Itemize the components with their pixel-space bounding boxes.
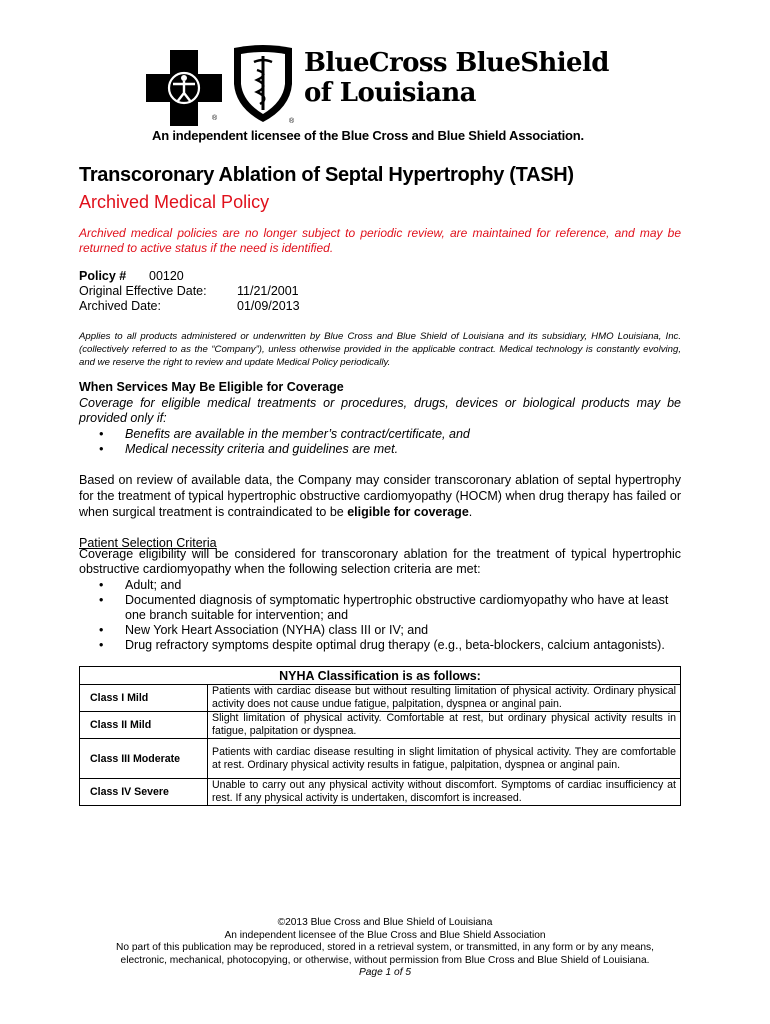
table-row — [80, 712, 681, 739]
list-item-text: Adult; and — [125, 578, 182, 592]
coverage-intro: Coverage for eligible medical treatments or procedures, drugs, devices or biological products may be provided only if: — [79, 396, 681, 425]
table-row — [80, 779, 681, 806]
coverage-review-bold: eligible for coverage — [347, 505, 469, 519]
coverage-review-paragraph — [79, 472, 681, 520]
footer-rights-line2: electronic, mechanical, photocopying, or otherwise, without permission from Blue Cross and Blue Shield of Louisiana. — [120, 954, 650, 966]
brand-name-line2: of Louisiana — [304, 78, 476, 108]
policy-number-label: Policy # — [79, 269, 127, 283]
table-cell-class: Class II Mild — [80, 712, 208, 739]
archived-date-label: Archived Date: — [79, 299, 161, 313]
registered-mark: ® — [289, 118, 295, 125]
blue-cross-logo-icon — [146, 50, 222, 126]
blue-shield-logo-icon — [230, 44, 296, 124]
table-row — [80, 739, 681, 779]
footer-copyright: ©2013 Blue Cross and Blue Shield of Louisiana — [277, 917, 493, 928]
coverage-heading: When Services May Be Eligible for Coverage — [79, 380, 344, 394]
archived-date-value: 01/09/2013 — [237, 299, 300, 313]
registered-mark: ® — [212, 115, 218, 122]
table-row — [80, 685, 681, 712]
table-cell-class: Class IV Severe — [80, 779, 208, 806]
list-item — [99, 578, 681, 593]
bullet-icon: • — [99, 623, 104, 637]
brand-name — [304, 48, 609, 108]
bullet-icon: • — [99, 578, 104, 592]
list-item-text: Medical necessity criteria and guidelines are met. — [125, 442, 399, 456]
list-item-text: Benefits are available in the member’s contract/certificate, and — [125, 427, 470, 441]
page-number: Page 1 of 5 — [358, 967, 412, 978]
page-footer — [79, 917, 691, 980]
bullet-icon: • — [99, 442, 104, 456]
table-cell-description: Unable to carry out any physical activity without discomfort. Symptoms of cardiac insufficiency at rest. If any physical activity is undertaken, discomfort is increased. — [208, 779, 681, 806]
list-item-text: Drug refractory symptoms despite optimal drug therapy (e.g., beta-blockers, calcium antagonists). — [125, 638, 665, 652]
effective-date-value: 11/21/2001 — [237, 284, 299, 298]
selection-heading: Patient Selection Criteria — [79, 536, 217, 550]
coverage-review-text: Based on review of available data, the Company may consider transcoronary ablation of septal hypertrophy for the treatment of typical hypertrophic obstructive cardiomyopathy (HOCM) when drug therapy has failed or when surgical treatment is contraindicated to be — [79, 473, 681, 519]
table-cell-description: Slight limitation of physical activity. Comfortable at rest, but ordinary physical activity results in fatigue, palpitation or dyspnea. — [208, 712, 681, 739]
effective-date-label: Original Effective Date: — [79, 284, 207, 298]
footer-licensee: An independent licensee of the Blue Cross and Blue Shield Association — [224, 929, 546, 941]
selection-bullet-list — [99, 578, 681, 653]
coverage-review-end: . — [468, 505, 473, 519]
table-header: NYHA Classification is as follows: — [80, 667, 681, 685]
table-cell-class: Class I Mild — [80, 685, 208, 712]
list-item — [99, 638, 681, 653]
table-cell-class: Class III Moderate — [80, 739, 208, 779]
applies-statement: Applies to all products administered or underwritten by Blue Cross and Blue Shield of Louisiana and its subsidiary, HMO Louisiana, Inc.(collectively referred to as the “Company”), unless otherwise provided in the applicable contract. Medical technology is constantly evolving, and we reserve the right to review and update Medical Policy periodically. — [79, 331, 681, 368]
bullet-icon: • — [99, 593, 104, 607]
list-item-text: Documented diagnosis of symptomatic hypertrophic obstructive cardiomyopathy who have at least one branch suitable for intervention; and — [125, 593, 669, 622]
page-title: Transcoronary Ablation of Septal Hypertrophy (TASH) — [79, 164, 574, 186]
coverage-bullet-list — [99, 427, 681, 457]
brand-header — [146, 44, 616, 154]
brand-name-line1: BlueCross BlueShield — [304, 48, 609, 78]
list-item — [99, 593, 681, 623]
table-cell-description: Patients with cardiac disease but without resulting limitation of physical activity. Ordinary physical activity does not cause undue fatigue, palpitation, dyspnea or anginal pain. — [208, 685, 681, 712]
table-cell-description: Patients with cardiac disease resulting in slight limitation of physical activity. They are comfortable at rest. Ordinary physical activity results in fatigue, palpitation, dyspnea or anginal pain. — [208, 739, 681, 779]
brand-tagline: An independent licensee of the Blue Cross and Blue Shield Association. — [152, 128, 584, 143]
page-subtitle: Archived Medical Policy — [79, 192, 270, 212]
list-item — [99, 442, 681, 457]
list-item — [99, 427, 681, 442]
nyha-classification-table — [79, 666, 681, 806]
list-item-text: New York Heart Association (NYHA) class III or IV; and — [125, 623, 429, 637]
policy-number-value: 00120 — [149, 269, 184, 283]
archive-note: Archived medical policies are no longer subject to periodic review, are maintained for reference, and may be returned to active status if the need is identified. — [79, 226, 681, 255]
footer-rights-line1: No part of this publication may be reproduced, stored in a retrieval system, or transmitted, in any form or by any means, — [116, 942, 654, 953]
bullet-icon: • — [99, 638, 104, 652]
list-item — [99, 623, 681, 638]
selection-intro: Coverage eligibility will be considered for transcoronary ablation for the treatment of typical hypertrophic obstructive cardiomyopathy when the following selection criteria are met: — [79, 547, 681, 576]
bullet-icon: • — [99, 427, 104, 441]
